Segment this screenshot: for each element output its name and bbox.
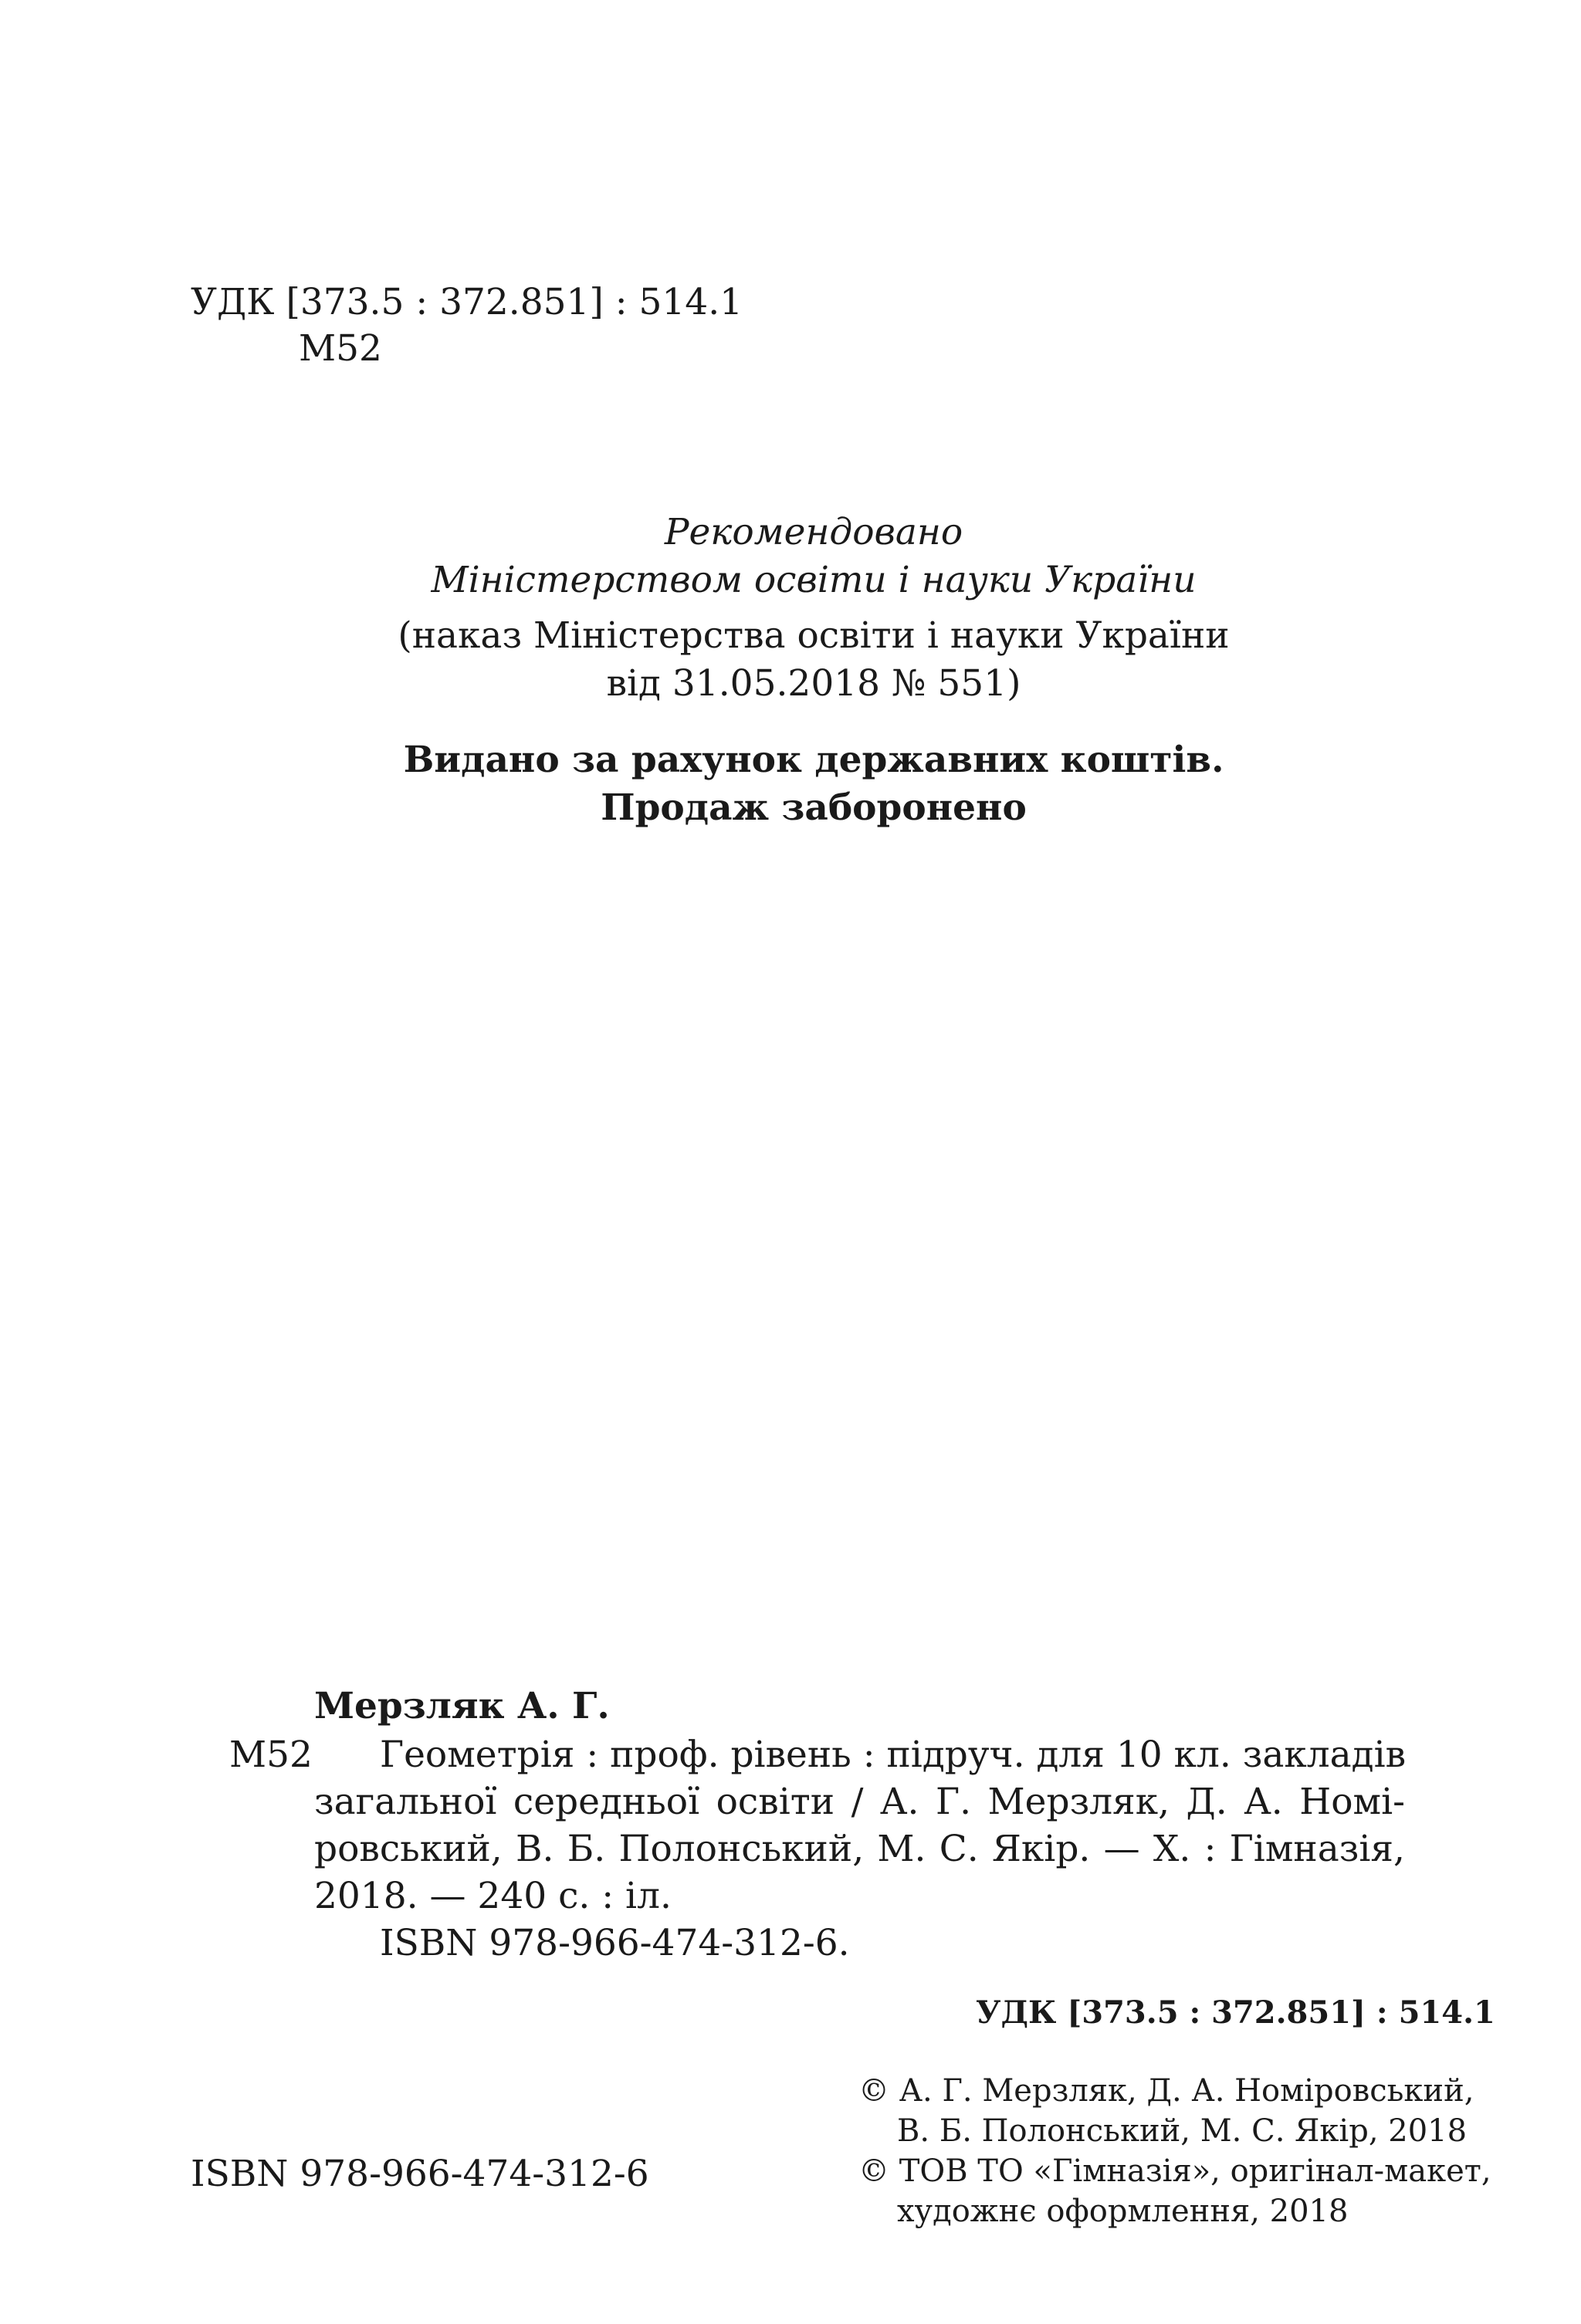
author-sign-code: М52 [299, 327, 382, 370]
copyright-line: В. Б. Полонський, М. С. Якір, 2018 [897, 2113, 1468, 2149]
catalog-description-line: загальної середньої освіти / А. Г. Мерзляк, Д. А. Номі- [314, 1781, 1405, 1823]
catalog-author: Мерзляк А. Г. [314, 1685, 610, 1727]
recommendation-order: (наказ Міністерства освіти і науки України [398, 614, 1230, 657]
copyright-line: художнє оформлення, 2018 [897, 2194, 1349, 2229]
catalog-description-line: ровський, В. Б. Полонський, М. С. Якір. — Х. : Гімназія, [314, 1828, 1405, 1870]
catalog-udk: УДК [373.5 : 372.851] : 514.1 [976, 1994, 1495, 2031]
catalog-isbn: ISBN 978-966-474-312-6. [380, 1922, 850, 1964]
state-funds-notice: Видано за рахунок державних коштів. [403, 739, 1224, 781]
sale-prohibited-notice: Продаж заборонено [601, 787, 1027, 829]
copyright-line: © А. Г. Мерзляк, Д. А. Номіровський, [858, 2073, 1474, 2109]
catalog-description-line: Геометрія : проф. рівень : підруч. для 10 кл. закладів [380, 1734, 1407, 1776]
udk-classification: УДК [373.5 : 372.851] : 514.1 [191, 281, 743, 323]
catalog-code: М52 [229, 1734, 313, 1776]
recommendation-line: Рекомендовано [664, 511, 963, 553]
copyright-line: © ТОВ ТО «Гімназія», оригінал-макет, [858, 2153, 1491, 2189]
recommendation-ministry: Міністерством освіти і науки України [431, 559, 1197, 601]
catalog-description-line: 2018. — 240 с. : іл. [314, 1875, 672, 1917]
isbn: ISBN 978-966-474-312-6 [191, 2153, 649, 2195]
recommendation-order-date: від 31.05.2018 № 551) [606, 662, 1021, 705]
